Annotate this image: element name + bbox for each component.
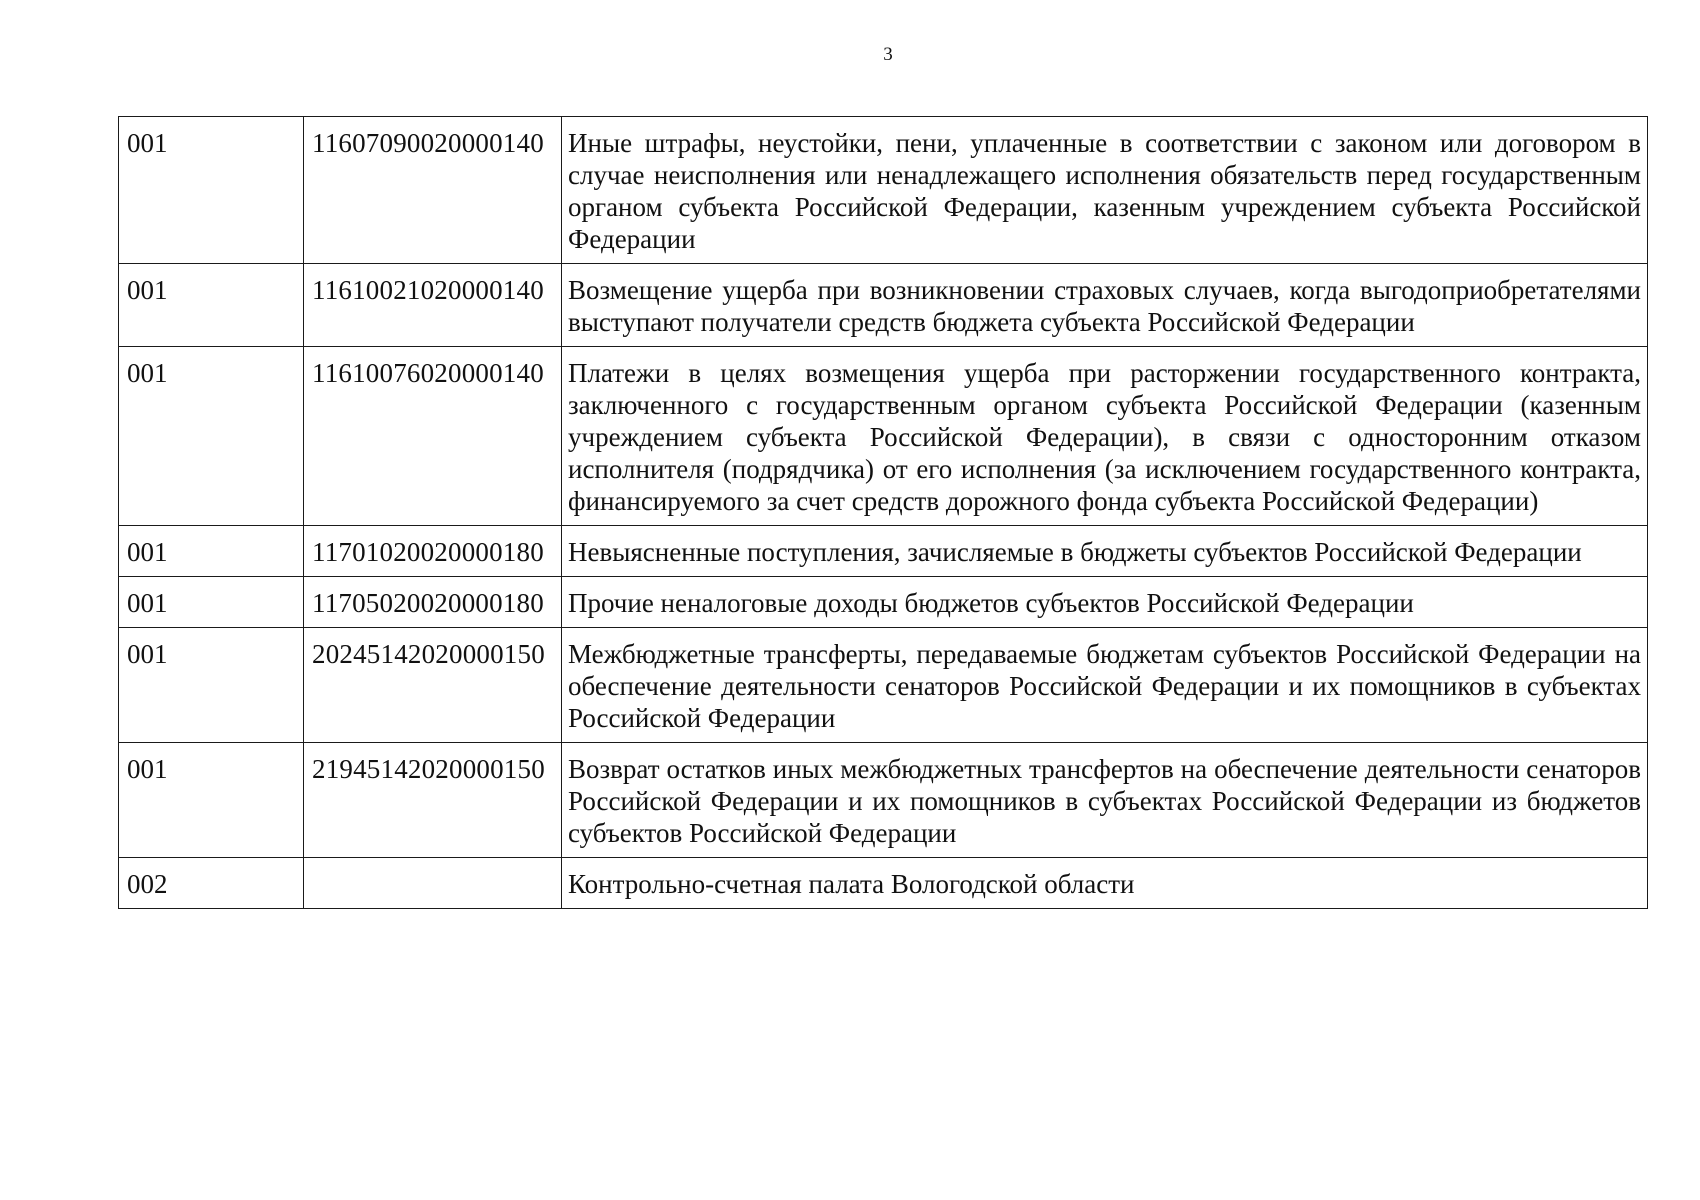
revenue-code-cell: 21945142020000150 bbox=[304, 743, 562, 858]
admin-code-cell: 001 bbox=[119, 347, 304, 526]
revenue-code-cell: 11705020020000180 bbox=[304, 577, 562, 628]
description-cell: Невыясненные поступления, зачисляемые в бюджеты субъектов Российской Федерации bbox=[562, 526, 1648, 577]
description-cell: Иные штрафы, неустойки, пени, уплаченные в соответствии с законом или договором в случае неисполнения или ненадлежащего исполнения обязательств перед государственным органом субъекта Российской Федерации, казенным учреждением субъекта Российской Федерации bbox=[562, 117, 1648, 264]
admin-code-cell: 001 bbox=[119, 526, 304, 577]
revenue-code-cell: 11701020020000180 bbox=[304, 526, 562, 577]
table-row bbox=[119, 577, 1648, 628]
revenue-code-cell: 11610076020000140 bbox=[304, 347, 562, 526]
page-number: 3 bbox=[883, 44, 893, 65]
admin-code-cell: 001 bbox=[119, 743, 304, 858]
description-cell: Возмещение ущерба при возникновении страховых случаев, когда выгодоприобретателями выступают получатели средств бюджета субъекта Российской Федерации bbox=[562, 264, 1648, 347]
table-row bbox=[119, 264, 1648, 347]
revenue-code-cell bbox=[304, 858, 562, 909]
admin-code-cell: 001 bbox=[119, 577, 304, 628]
description-cell: Межбюджетные трансферты, передаваемые бюджетам субъектов Российской Федерации на обеспечение деятельности сенаторов Российской Федерации и их помощников в субъектах Российской Федерации bbox=[562, 628, 1648, 743]
revenue-code-cell: 11607090020000140 bbox=[304, 117, 562, 264]
revenue-code-cell: 20245142020000150 bbox=[304, 628, 562, 743]
admin-code-cell: 001 bbox=[119, 628, 304, 743]
admin-code-cell: 001 bbox=[119, 117, 304, 264]
table-row bbox=[119, 526, 1648, 577]
description-cell: Платежи в целях возмещения ущерба при расторжении государственного контракта, заключенного с государственным органом субъекта Российской Федерации (казенным учреждением субъекта Российской Федерации), в связи с односторонним отказом исполнителя (подрядчика) от его исполнения (за исключением государственного контракта, финансируемого за счет средств дорожного фонда субъекта Российской Федерации) bbox=[562, 347, 1648, 526]
table-row bbox=[119, 347, 1648, 526]
table-row bbox=[119, 117, 1648, 264]
table-row bbox=[119, 858, 1648, 909]
description-cell: Прочие неналоговые доходы бюджетов субъектов Российской Федерации bbox=[562, 577, 1648, 628]
description-cell: Контрольно-счетная палата Вологодской области bbox=[562, 858, 1648, 909]
table-row bbox=[119, 743, 1648, 858]
admin-code-cell: 001 bbox=[119, 264, 304, 347]
description-cell: Возврат остатков иных межбюджетных трансфертов на обеспечение деятельности сенаторов Российской Федерации и их помощников в субъектах Российской Федерации из бюджетов субъектов Российской Федерации bbox=[562, 743, 1648, 858]
revenue-code-cell: 11610021020000140 bbox=[304, 264, 562, 347]
table-row bbox=[119, 628, 1648, 743]
budget-code-table bbox=[118, 116, 1648, 909]
admin-code-cell: 002 bbox=[119, 858, 304, 909]
